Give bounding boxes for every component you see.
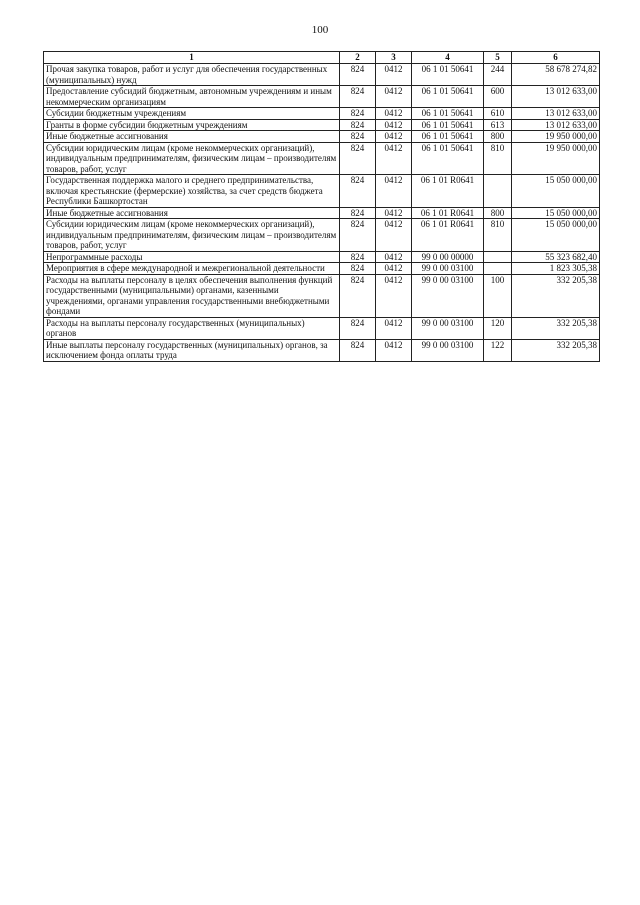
row-rzpr: 0412 [376, 142, 412, 175]
table-row [44, 142, 600, 175]
row-rzpr: 0412 [376, 219, 412, 252]
row-name: Расходы на выплаты персоналу государственных (муниципальных) органов [44, 317, 340, 339]
row-csr: 06 1 01 50641 [412, 108, 484, 120]
row-rzpr: 0412 [376, 131, 412, 143]
row-csr: 99 0 00 03100 [412, 274, 484, 317]
row-csr: 06 1 01 50641 [412, 64, 484, 86]
row-ved: 824 [340, 274, 376, 317]
row-name: Прочая закупка товаров, работ и услуг для обеспечения государственных (муниципальных) нужд [44, 64, 340, 86]
row-csr: 06 1 01 R0641 [412, 219, 484, 252]
table-row [44, 119, 600, 131]
table-row [44, 219, 600, 252]
row-sum: 332 205,38 [512, 317, 600, 339]
row-sum: 13 012 633,00 [512, 108, 600, 120]
row-ved: 824 [340, 263, 376, 275]
table-row [44, 108, 600, 120]
row-name: Иные бюджетные ассигнования [44, 131, 340, 143]
row-rzpr: 0412 [376, 251, 412, 263]
row-vr: 613 [484, 119, 512, 131]
row-ved: 824 [340, 108, 376, 120]
row-ved: 824 [340, 175, 376, 208]
header-cell: 3 [376, 52, 412, 64]
row-name: Непрограммные расходы [44, 251, 340, 263]
row-ved: 824 [340, 142, 376, 175]
row-sum: 15 050 000,00 [512, 175, 600, 208]
table-row [44, 64, 600, 86]
row-sum: 15 050 000,00 [512, 219, 600, 252]
page-number: 100 [311, 24, 329, 36]
row-sum: 1 823 305,38 [512, 263, 600, 275]
row-rzpr: 0412 [376, 317, 412, 339]
header-cell: 2 [340, 52, 376, 64]
row-sum: 13 012 633,00 [512, 119, 600, 131]
row-name: Расходы на выплаты персоналу в целях обеспечения выполнения функций государственными (муниципальными) органами, казенными учреждениями, органами управления государственными внебюджетными фондами [44, 274, 340, 317]
header-cell: 1 [44, 52, 340, 64]
row-rzpr: 0412 [376, 175, 412, 208]
row-sum: 13 012 633,00 [512, 86, 600, 108]
row-ved: 824 [340, 251, 376, 263]
row-name: Иные выплаты персоналу государственных (муниципальных) органов, за исключением фонда оплаты труда [44, 339, 340, 361]
row-csr: 06 1 01 R0641 [412, 175, 484, 208]
row-csr: 99 0 00 03100 [412, 317, 484, 339]
row-ved: 824 [340, 339, 376, 361]
row-vr: 810 [484, 142, 512, 175]
row-ved: 824 [340, 219, 376, 252]
row-csr: 06 1 01 50641 [412, 86, 484, 108]
header-cell: 5 [484, 52, 512, 64]
row-vr [484, 175, 512, 208]
row-rzpr: 0412 [376, 86, 412, 108]
row-csr: 99 0 00 00000 [412, 251, 484, 263]
row-ved: 824 [340, 317, 376, 339]
row-rzpr: 0412 [376, 339, 412, 361]
row-sum: 55 323 682,40 [512, 251, 600, 263]
row-sum: 332 205,38 [512, 274, 600, 317]
row-csr: 99 0 00 03100 [412, 263, 484, 275]
header-cell: 6 [512, 52, 600, 64]
table-row [44, 86, 600, 108]
row-ved: 824 [340, 64, 376, 86]
row-sum: 19 950 000,00 [512, 142, 600, 175]
row-rzpr: 0412 [376, 207, 412, 219]
row-rzpr: 0412 [376, 119, 412, 131]
table-row [44, 274, 600, 317]
row-vr [484, 251, 512, 263]
row-name: Субсидии юридическим лицам (кроме некоммерческих организаций), индивидуальным предпринимателям, физическим лицам – производителям товаров, работ, услуг [44, 142, 340, 175]
row-name: Субсидии юридическим лицам (кроме некоммерческих организаций), индивидуальным предпринимателям, физическим лицам – производителям товаров, работ, услуг [44, 219, 340, 252]
budget-table [43, 51, 600, 362]
header-row [44, 52, 600, 64]
row-csr: 06 1 01 R0641 [412, 207, 484, 219]
table-row [44, 263, 600, 275]
row-rzpr: 0412 [376, 274, 412, 317]
row-name: Субсидии бюджетным учреждениям [44, 108, 340, 120]
table-row [44, 339, 600, 361]
row-name: Иные бюджетные ассигнования [44, 207, 340, 219]
row-name: Гранты в форме субсидии бюджетным учреждениям [44, 119, 340, 131]
row-vr [484, 263, 512, 275]
row-vr: 100 [484, 274, 512, 317]
row-ved: 824 [340, 86, 376, 108]
row-csr: 99 0 00 03100 [412, 339, 484, 361]
row-csr: 06 1 01 50641 [412, 131, 484, 143]
row-vr: 120 [484, 317, 512, 339]
row-name: Предоставление субсидий бюджетным, автономным учреждениям и иным некоммерческим организациям [44, 86, 340, 108]
row-rzpr: 0412 [376, 108, 412, 120]
row-rzpr: 0412 [376, 263, 412, 275]
table-row [44, 317, 600, 339]
row-vr: 244 [484, 64, 512, 86]
table-row [44, 131, 600, 143]
table-row [44, 207, 600, 219]
row-sum: 332 205,38 [512, 339, 600, 361]
row-vr: 600 [484, 86, 512, 108]
table-row [44, 175, 600, 208]
header-cell: 4 [412, 52, 484, 64]
row-name: Мероприятия в сфере международной и межрегиональной деятельности [44, 263, 340, 275]
row-sum: 19 950 000,00 [512, 131, 600, 143]
row-ved: 824 [340, 131, 376, 143]
row-vr: 800 [484, 131, 512, 143]
table-row [44, 251, 600, 263]
row-csr: 06 1 01 50641 [412, 119, 484, 131]
row-ved: 824 [340, 207, 376, 219]
row-rzpr: 0412 [376, 64, 412, 86]
row-csr: 06 1 01 50641 [412, 142, 484, 175]
row-vr: 610 [484, 108, 512, 120]
row-ved: 824 [340, 119, 376, 131]
row-vr: 800 [484, 207, 512, 219]
row-sum: 58 678 274,82 [512, 64, 600, 86]
row-name: Государственная поддержка малого и среднего предпринимательства, включая крестьянские (фермерские) хозяйства, за счет средств бюджета Республики Башкортостан [44, 175, 340, 208]
row-sum: 15 050 000,00 [512, 207, 600, 219]
row-vr: 122 [484, 339, 512, 361]
row-vr: 810 [484, 219, 512, 252]
